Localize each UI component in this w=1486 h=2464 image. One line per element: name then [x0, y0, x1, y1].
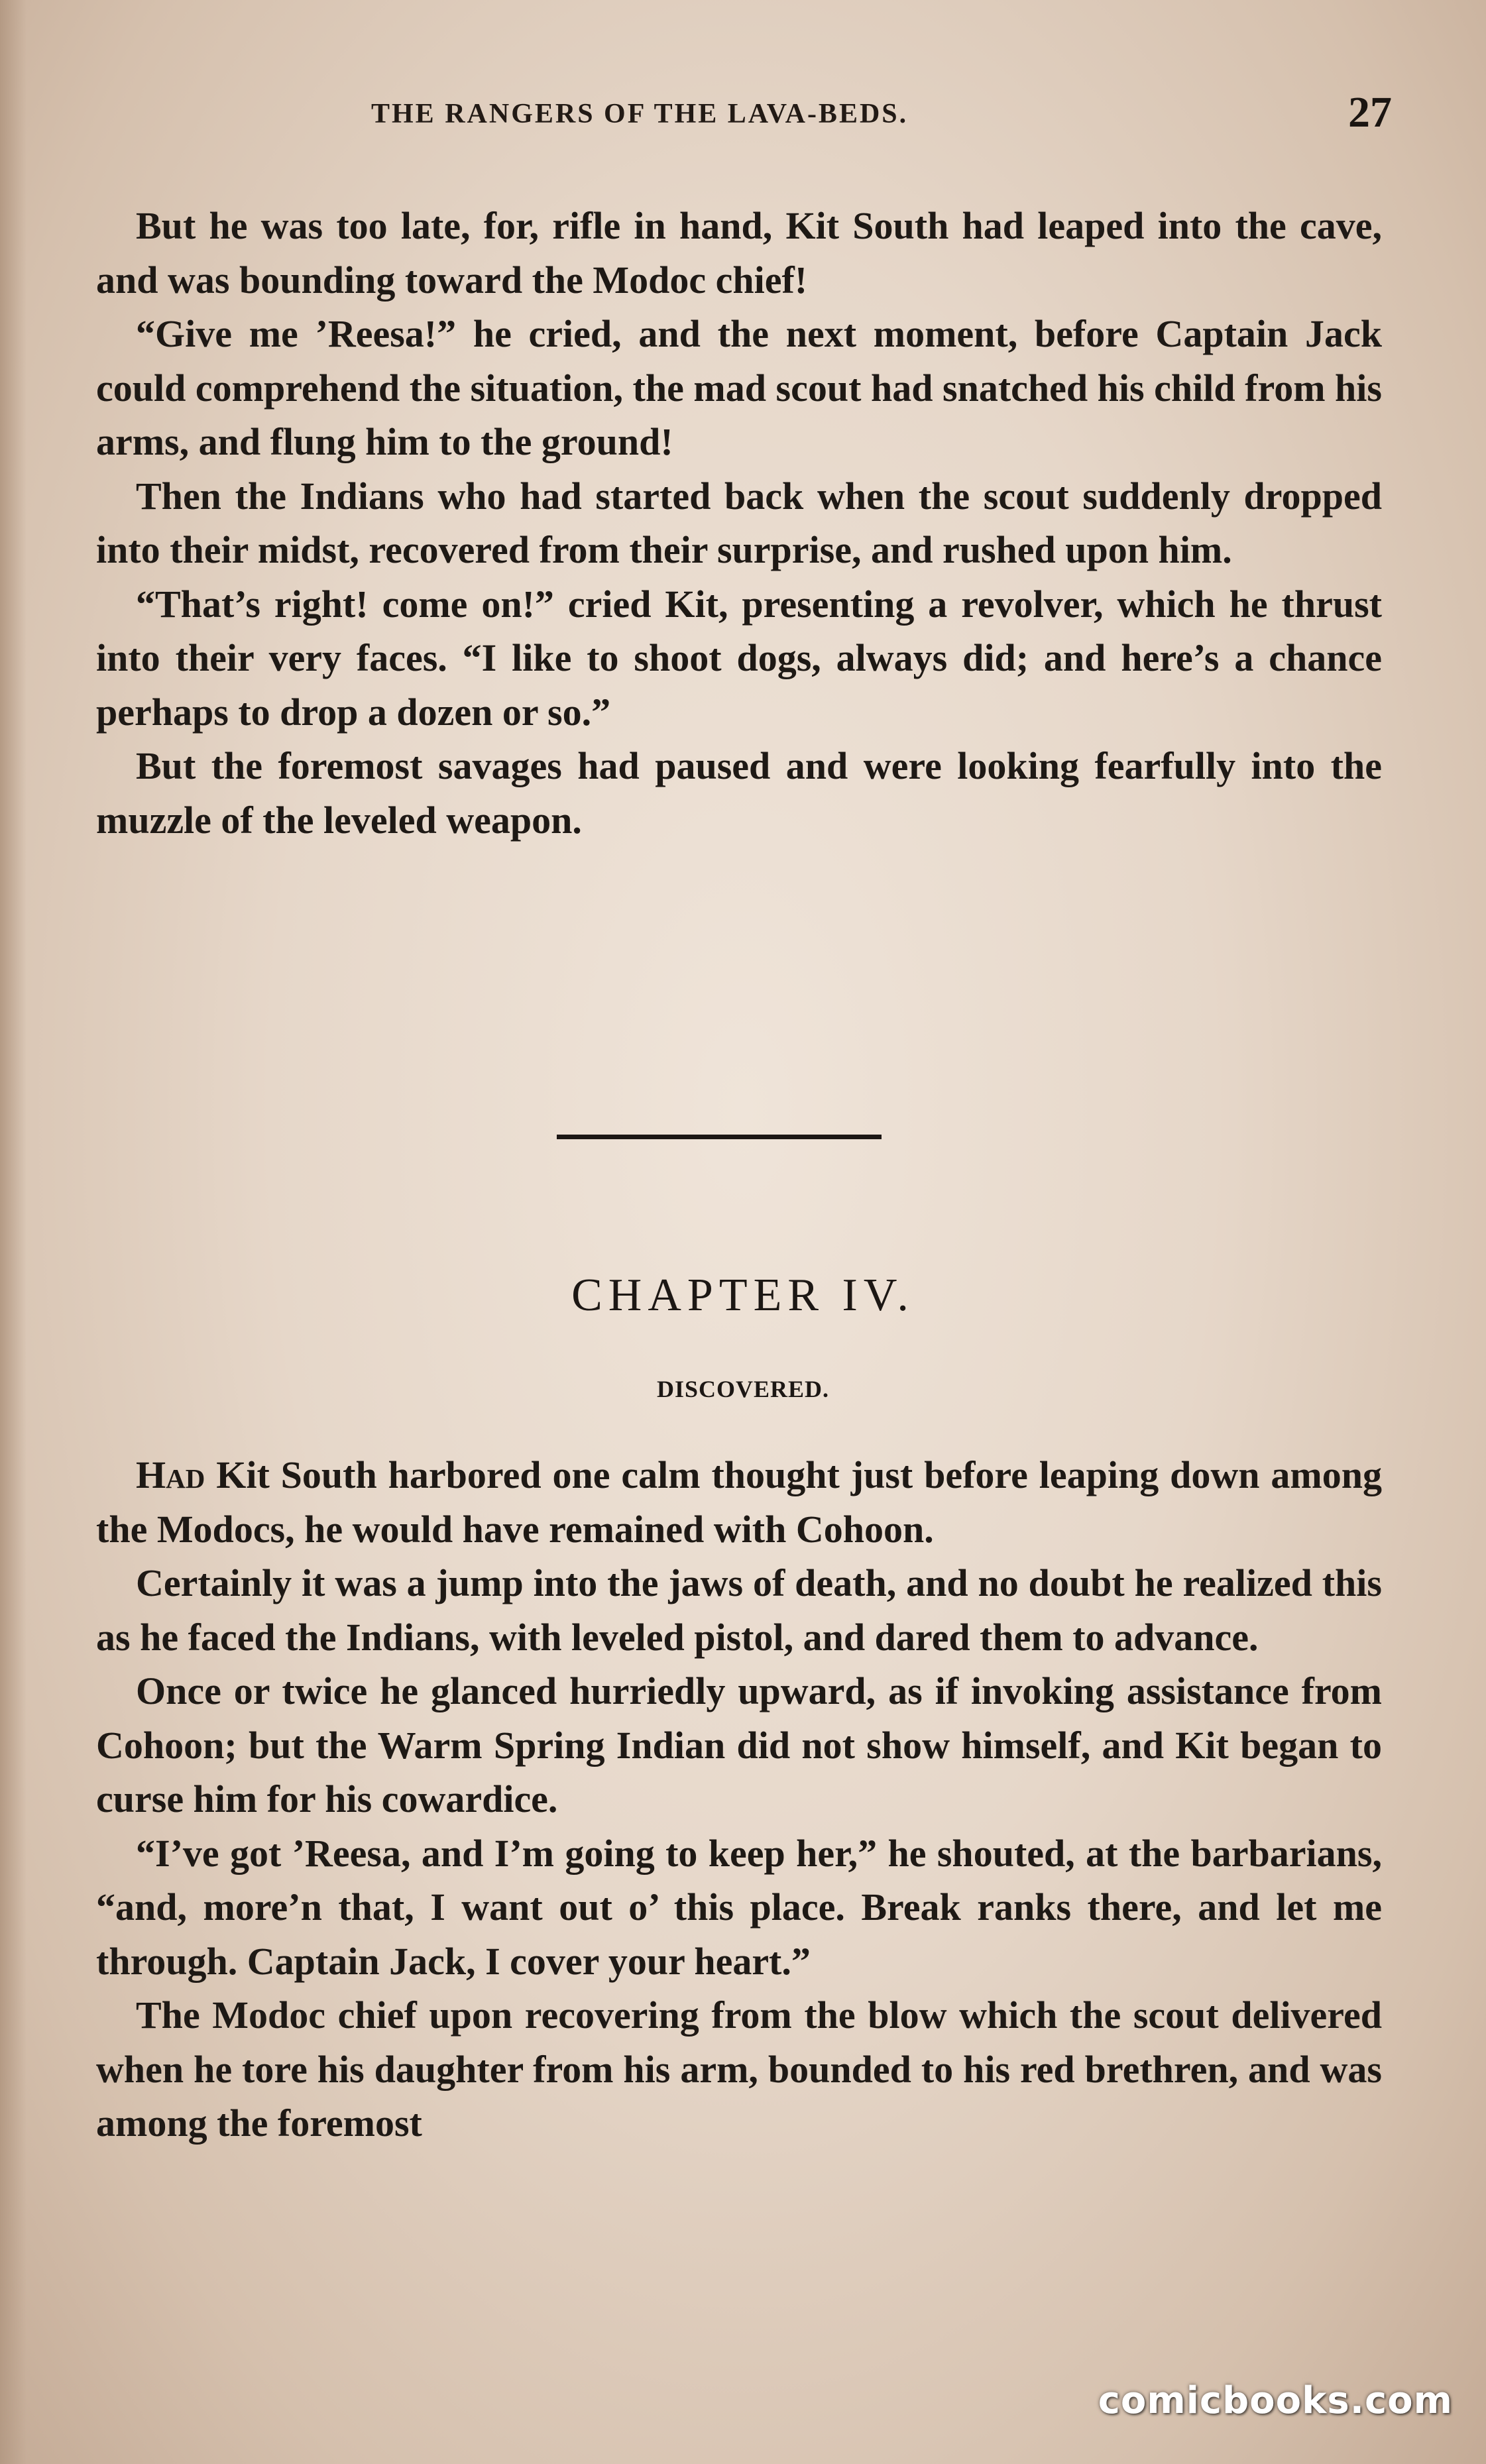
paragraph: But the foremost savages had paused and were looking fearfully into the muzzle of the leveled weapon. [96, 744, 1382, 842]
text-block-chapter [96, 1448, 1382, 2151]
paragraph: Then the Indians who had started back when the scout suddenly dropped into their midst, recovered from their surprise, and rushed upon him. [96, 474, 1382, 571]
paragraph: “That’s right! come on!” cried Kit, presenting a revolver, which he thrust into their very faces. “I like to shoot dogs, always did; and here’s a chance perhaps to drop a dozen or so.” [96, 582, 1382, 734]
chapter-opening-paragraph [96, 1448, 1382, 1556]
watermark: comicbooks.com [1098, 2379, 1453, 2422]
paragraph: The Modoc chief upon recovering from the blow which the scout delivered when he tore his daughter from his arm, bounded to his red brethren, and was among the foremost [96, 1993, 1382, 2145]
paragraph: “Give me ’Reesa!” he cried, and the next moment, before Captain Jack could comprehend the situation, the mad scout had snatched his child from his arms, and flung him to the ground! [96, 312, 1382, 463]
drop-word: Had [136, 1453, 205, 1496]
opening-paragraph-text: Kit South harbored one calm thought just before leaping down among the Modocs, he would have remained with Cohoon. [96, 1453, 1382, 1551]
text-block-top [96, 199, 1382, 847]
chapter-subtitle: DISCOVERED. [656, 1376, 830, 1402]
paragraph: Once or twice he glanced hurriedly upward, as if invoking assistance from Cohoon; but the Warm Spring Indian did not show himself, and Kit began to curse him for his cowardice. [96, 1669, 1382, 1820]
paragraph: Certainly it was a jump into the jaws of death, and no doubt he realized this as he faced the Indians, with leveled pistol, and dared them to advance. [96, 1561, 1382, 1659]
section-divider [557, 1135, 882, 1139]
chapter-title: CHAPTER IV. [571, 1270, 915, 1321]
page-number: 27 [1348, 88, 1392, 137]
page-edge-shadow [0, 0, 27, 2464]
page-header [93, 86, 1392, 146]
paragraph: “I’ve got ’Reesa, and I’m going to keep her,” he shouted, at the barbarians, “and, more’n that, I want out o’ this place. Break ranks there, and let me through. Captain Jack, I cover your heart.” [96, 1831, 1382, 1983]
paragraph: But he was too late, for, rifle in hand, Kit South had leaped into the cave, and was bounding toward the Modoc chief! [96, 204, 1382, 302]
running-head: THE RANGERS OF THE LAVA-BEDS. [371, 99, 909, 129]
